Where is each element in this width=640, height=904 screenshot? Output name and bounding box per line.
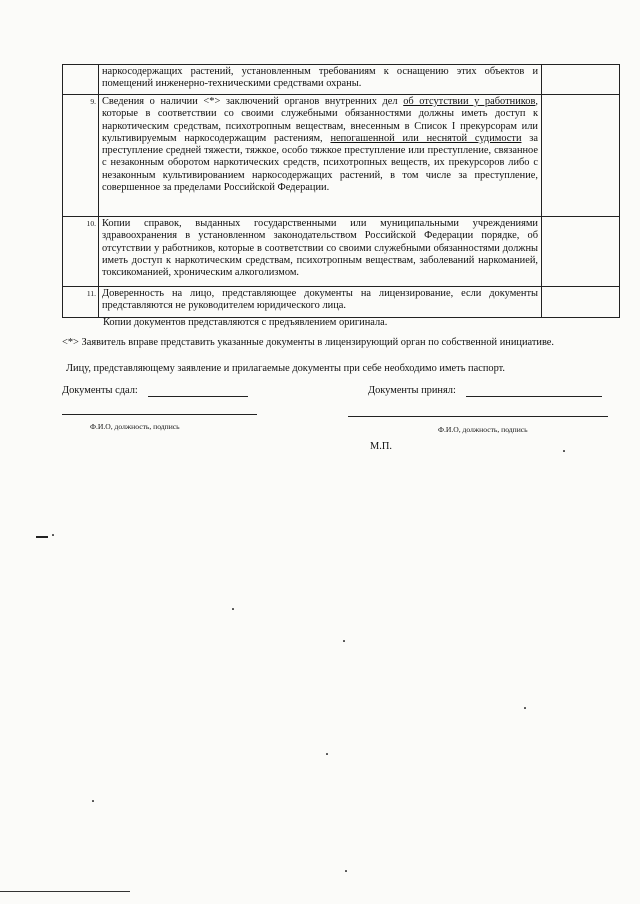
- text-segment: , которые в соответствии со своими служебными обязанностями должны иметь доступ к наркотическим средствам, психотропным веществам, внесенным в Список I прекурсорам или культивируемым наркосодержащим растениям,: [102, 96, 538, 144]
- row-text: [99, 95, 542, 217]
- text-segment: наркосодержащих растений, установленным требованиям к оснащению этих объектов и помещений инженерно-техническими средствами охраны.: [102, 66, 538, 90]
- scan-speck: [345, 870, 347, 872]
- footnote: <*> Заявитель вправе представить указанные документы в лицензирующий орган по собственной инициативе.: [62, 337, 555, 348]
- row-number: [63, 65, 99, 95]
- row-number: 11.: [63, 287, 99, 318]
- row-text: [99, 65, 542, 95]
- passport-note: Лицу, представляющему заявление и прилагаемые документы при себе необходимо иметь паспорт.: [66, 363, 506, 374]
- row-text: [99, 217, 542, 287]
- scan-mark: [36, 536, 48, 538]
- scan-speck: [232, 608, 234, 610]
- documents-table: [62, 64, 620, 318]
- scan-edge-line: [0, 891, 130, 892]
- mark-cell[interactable]: [542, 217, 620, 287]
- text-segment: Копии справок, выданных государственными или муниципальными учреждениями здравоохранения в установленном законодательством Российской Федерации порядке, об отсутствии у работников, которые в соответствии со своими служебными обязанностями должны иметь доступ к наркотическим средствам, психотропным веществам, заболеваний наркоманией, токсикоманией, хроническим алкоголизмом.: [102, 218, 538, 279]
- copies-note: Копии документов представляются с предъявлением оригинала.: [103, 317, 388, 328]
- scan-speck: [343, 640, 345, 642]
- mark-cell[interactable]: [542, 287, 620, 318]
- scan-speck: [52, 534, 54, 536]
- underlined-text: об отсутствии у работников: [403, 96, 536, 107]
- signature-line-left[interactable]: [62, 414, 257, 415]
- submitted-label: Документы сдал:: [62, 385, 138, 396]
- table-row: [63, 95, 620, 217]
- table-row: [63, 65, 620, 95]
- accepted-line[interactable]: [466, 396, 602, 397]
- signature-line-right[interactable]: [348, 416, 608, 417]
- signature-caption-left: Ф.И.О, должность, подпись: [90, 422, 180, 431]
- mark-cell[interactable]: [542, 65, 620, 95]
- row-text: [99, 287, 542, 318]
- table-row: [63, 217, 620, 287]
- table-row: [63, 287, 620, 318]
- text-segment: Сведения о наличии <*> заключений органов внутренних дел: [102, 96, 404, 107]
- mark-cell[interactable]: [542, 95, 620, 217]
- scan-speck: [92, 800, 94, 802]
- stamp-label: М.П.: [370, 441, 392, 452]
- row-number: 9.: [63, 95, 99, 217]
- scan-speck: [563, 450, 565, 452]
- signature-caption-right: Ф.И.О, должность, подпись: [438, 425, 528, 434]
- scan-speck: [326, 753, 328, 755]
- accepted-label: Документы принял:: [368, 385, 456, 396]
- text-segment: за преступление средней тяжести, тяжкое, особо тяжкое преступление или преступление, связанное с незаконным оборотом наркотических средств, психотропных веществ, их прекурсоров либо с незаконным культивированием наркосодержащих растений, в том числе за преступление, совершенное за пределами Российской Федерации.: [102, 132, 538, 194]
- row-number: 10.: [63, 217, 99, 287]
- underlined-text: непогашенной или неснятой судимости: [330, 132, 522, 144]
- text-segment: Доверенность на лицо, представляющее документы на лицензирование, если документы представляются не руководителем юридического лица.: [102, 288, 538, 312]
- submitted-line[interactable]: [148, 396, 248, 397]
- scan-speck: [524, 707, 526, 709]
